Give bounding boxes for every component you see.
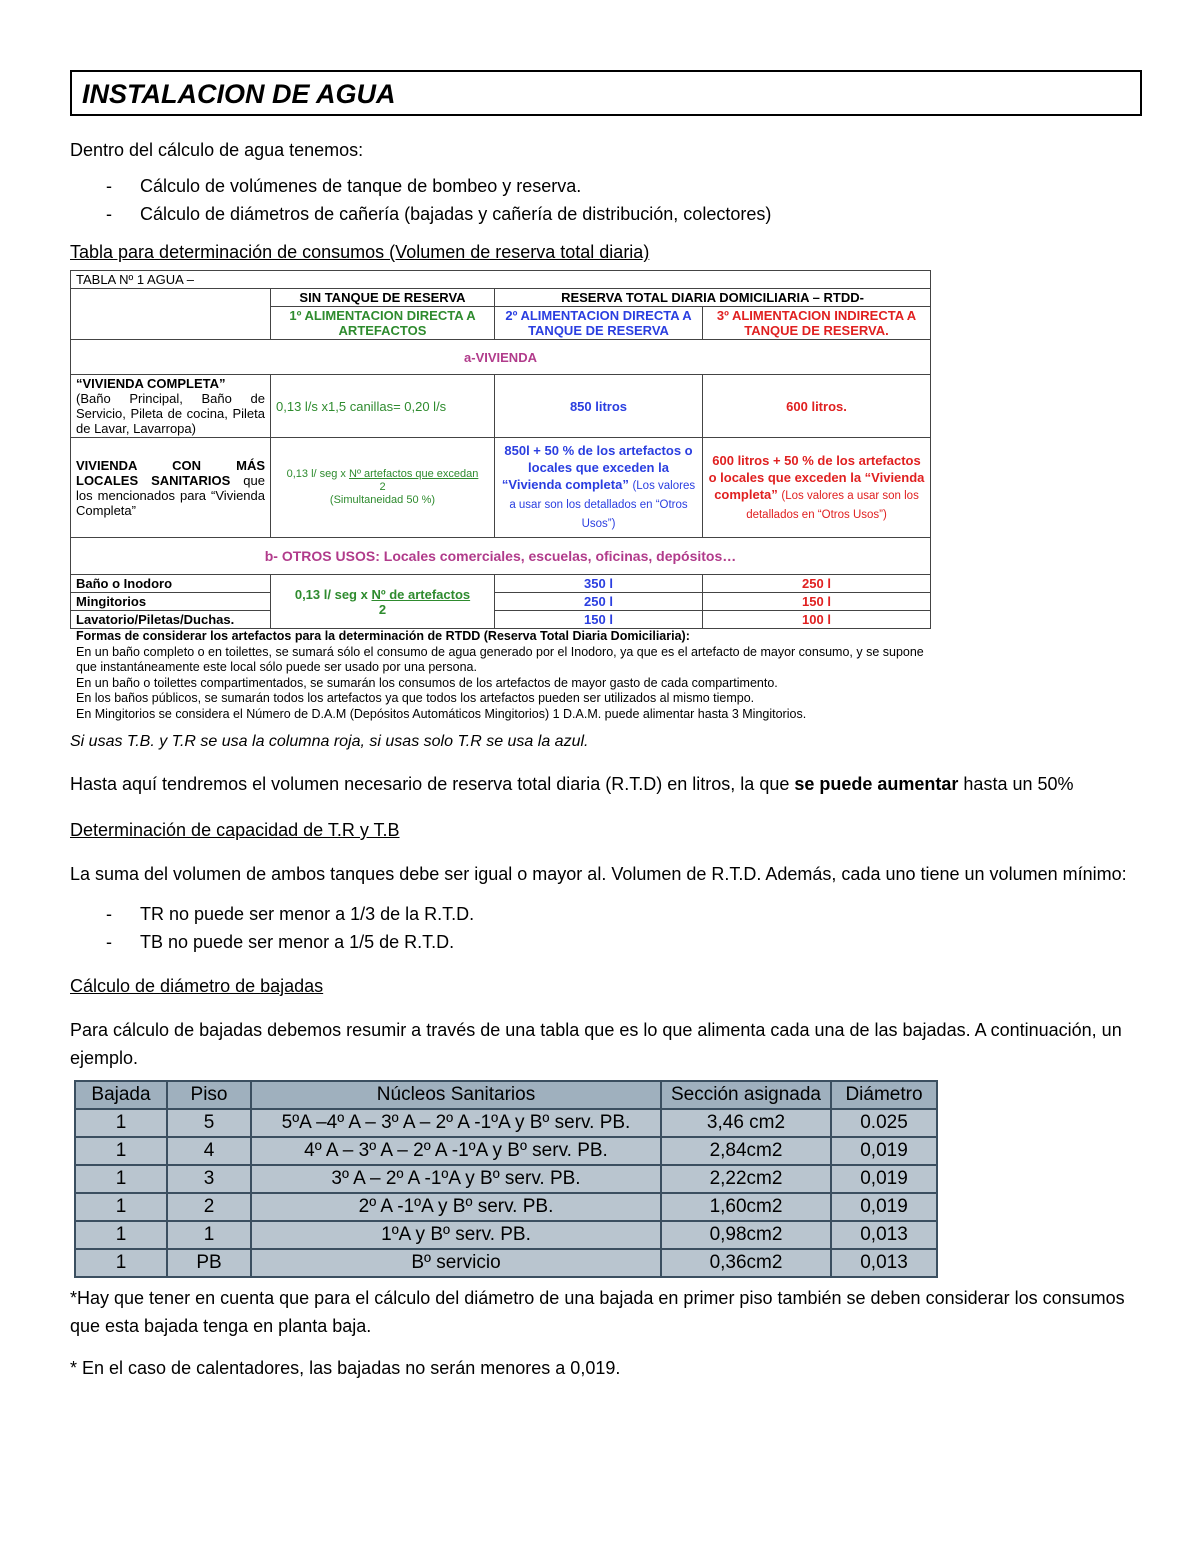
vivienda-completa-c1: 0,13 l/s x1,5 canillas= 0,20 l/s — [271, 375, 495, 438]
table-row: 1 3 3º A – 2º A -1ºA y Bº serv. PB. 2,22cm2 0,019 — [75, 1165, 937, 1193]
otros-row-c3: 250 l — [703, 575, 931, 593]
vivienda-mas-locales-c1: 0,13 l/ seg x Nº artefactos que excedan 2 (Simultaneidad 50 %) — [271, 438, 495, 538]
otros-row-c2: 150 l — [495, 611, 703, 629]
table-row: 1 PB Bº servicio 0,36cm2 0,013 — [75, 1249, 937, 1277]
column-usage-note: Si usas T.B. y T.R se usa la columna roja, si usas solo T.R se usa la azul. — [70, 733, 589, 750]
table-row: 1 4 4º A – 3º A – 2º A -1ºA y Bº serv. PB. 2,84cm2 0,019 — [75, 1137, 937, 1165]
table-caption: TABLA Nº 1 AGUA – — [71, 271, 931, 289]
min-volume-list — [70, 900, 1142, 956]
otros-row-c3: 150 l — [703, 593, 931, 611]
vivienda-completa-c2: 850 litros — [495, 375, 703, 438]
intro-paragraph: Dentro del cálculo de agua tenemos: — [70, 140, 364, 160]
consumos-table — [70, 270, 931, 629]
vivienda-mas-locales-cell: VIVIENDA CON MÁS LOCALES SANITARIOS que los mencionados para “Vivienda Completa” — [71, 438, 271, 538]
section-heading-capacidad: Determinación de capacidad de T.R y T.B — [70, 820, 400, 840]
footnote-primer-piso: *Hay que tener en cuenta que para el cálculo del diámetro de una bajada en primer piso también se deben considerar los consumos que esta bajada tenga en planta baja. — [70, 1288, 1125, 1336]
header-col3: 3º ALIMENTACION INDIRECTA A TANQUE DE RESERVA. — [703, 307, 931, 340]
column-header: Diámetro — [831, 1081, 937, 1109]
column-header: Sección asignada — [661, 1081, 831, 1109]
list-item: - TR no puede ser menor a 1/3 de la R.T.D. — [106, 904, 475, 924]
otros-row-c3: 100 l — [703, 611, 931, 629]
section-heading-bajadas: Cálculo de diámetro de bajadas — [70, 976, 324, 996]
list-item: - TB no puede ser menor a 1/5 de R.T.D. — [106, 932, 455, 952]
footnote-calentadores: * En el caso de calentadores, las bajadas no serán menores a 0,019. — [70, 1358, 621, 1378]
otros-formula-cell: 0,13 l/ seg x Nº de artefactos 2 — [271, 575, 495, 629]
bajadas-table — [74, 1080, 938, 1278]
header-sin-tanque: SIN TANQUE DE RESERVA — [271, 289, 495, 307]
table-row: 1 5 5ºA –4º A – 3º A – 2º A -1ºA y Bº serv. PB. 3,46 cm2 0.025 — [75, 1109, 937, 1137]
rtd-paragraph: Hasta aquí tendremos el volumen necesario de reserva total diaria (R.T.D) en litros, la que se puede aumentar hasta un 50% — [70, 774, 1074, 794]
header-rtdd: RESERVA TOTAL DIARIA DOMICILIARIA – RTDD- — [495, 289, 931, 307]
document-page — [70, 70, 1142, 1382]
section-b-otros-usos: b- OTROS USOS: Locales comerciales, escuelas, oficinas, depósitos… — [71, 538, 931, 575]
table-row: 1 1 1ºA y Bº serv. PB. 0,98cm2 0,013 — [75, 1221, 937, 1249]
table-row: 1 2 2º A -1ºA y Bº serv. PB. 1,60cm2 0,019 — [75, 1193, 937, 1221]
bajadas-paragraph: Para cálculo de bajadas debemos resumir a través de una tabla que es lo que alimenta cada una de las bajadas. A continuación, un ejemplo. — [70, 1020, 1122, 1068]
note-line: En un baño o toilettes compartimentados, se sumarán los consumos de los artefactos de mayor gasto de cada compartimento. — [76, 675, 778, 690]
header-col1: 1º ALIMENTACION DIRECTA A ARTEFACTOS — [271, 307, 495, 340]
page-title: INSTALACION DE AGUA — [70, 70, 1142, 116]
otros-row-label: Mingitorios — [71, 593, 271, 611]
vivienda-completa-cell: “VIVIENDA COMPLETA” (Baño Principal, Baño de Servicio, Pileta de cocina, Pileta de Lavar, Lavarropa) — [71, 375, 271, 438]
note-line: En Mingitorios se considera el Número de D.A.M (Depósitos Automáticos Mingitorios) 1 D.A.M. puede alimentar hasta 3 Mingitorios. — [76, 706, 807, 721]
list-item: - Cálculo de volúmenes de tanque de bombeo y reserva. — [106, 176, 582, 196]
header-col2: 2º ALIMENTACION DIRECTA A TANQUE DE RESERVA — [495, 307, 703, 340]
otros-row-label: Lavatorio/Piletas/Duchas. — [71, 611, 271, 629]
column-header: Núcleos Sanitarios — [251, 1081, 661, 1109]
note-line: En un baño completo o en toilettes, se sumará sólo el consumo de agua generado por el Inodoro, ya que es el artefacto de mayor consumo, y se supone que instantáneamente este local sólo puede ser usado por una persona. — [76, 644, 924, 674]
section-a-vivienda: a-VIVIENDA — [71, 340, 931, 375]
vivienda-mas-locales-c2: 850l + 50 % de los artefactos o locales que exceden la “Vivienda completa” (Los valores a usar son los detallados en “Otros Usos”) — [495, 438, 703, 538]
rtdd-notes: Formas de considerar los artefactos para la determinación de RTDD (Reserva Total Diaria Domiciliaria): En un baño completo o en toilettes, se sumará sólo el consumo de agua generado por el Inodoro, ya que es el artefacto de mayor consumo, y se supone que instantáneamente este local sólo puede ser usado por una persona. En un baño o toilettes compartimentados, se sumarán los consumos de los artefactos de mayor gasto de cada compartimento. En los baños públicos, se sumarán todos los artefactos ya que todos los artefactos pueden ser utilizados al mismo tiempo. En Mingitorios se considera el Número de D.A.M (Depósitos Automáticos Mingitorios) 1 D.A.M. puede alimentar hasta 3 Mingitorios. — [70, 629, 930, 722]
otros-row-label: Baño o Inodoro — [71, 575, 271, 593]
intro-list — [70, 172, 1142, 228]
note-line: En los baños públicos, se sumarán todos los artefactos ya que todos los artefactos pueden ser utilizados al mismo tiempo. — [76, 691, 755, 705]
section-heading-consumos: Tabla para determinación de consumos (Volumen de reserva total diaria) — [70, 242, 650, 262]
vivienda-completa-c3: 600 litros. — [703, 375, 931, 438]
vivienda-mas-locales-c3: 600 litros + 50 % de los artefactos o locales que exceden la “Vivienda completa” (Los valores a usar son los detallados en “Otros Usos”) — [703, 438, 931, 538]
otros-row-c2: 250 l — [495, 593, 703, 611]
column-header: Piso — [167, 1081, 251, 1109]
otros-row-c2: 350 l — [495, 575, 703, 593]
list-item: - Cálculo de diámetros de cañería (bajadas y cañería de distribución, colectores) — [106, 204, 772, 224]
column-header: Bajada — [75, 1081, 167, 1109]
suma-paragraph: La suma del volumen de ambos tanques debe ser igual o mayor al. Volumen de R.T.D. Además, cada uno tiene un volumen mínimo: — [70, 864, 1127, 884]
